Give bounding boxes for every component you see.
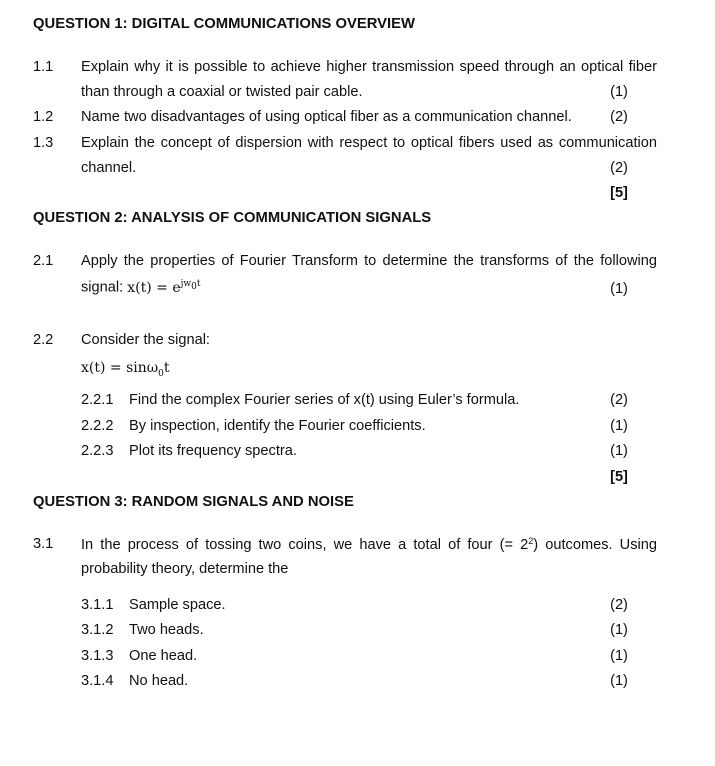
marks: (1) <box>610 648 628 664</box>
question-2-heading: QUESTION 2: ANALYSIS OF COMMUNICATION SIGNALS <box>33 210 432 226</box>
subitem-text: Plot its frequency spectra. <box>129 443 297 459</box>
section-total: [5] <box>610 469 628 485</box>
subitem-number: 2.2.2 <box>81 418 114 434</box>
item-text: Name two disadvantages of using optical fiber as a communication channel. <box>81 109 572 125</box>
question-3-heading: QUESTION 3: RANDOM SIGNALS AND NOISE <box>33 494 354 510</box>
signal-line <box>81 279 200 296</box>
subitem-number: 2.2.1 <box>81 392 114 408</box>
item-number: 1.3 <box>33 135 54 151</box>
question-1-heading: QUESTION 1: DIGITAL COMMUNICATIONS OVERVIEW <box>33 16 415 32</box>
item-text-continued: channel. <box>81 160 137 176</box>
marks: (1) <box>610 622 628 638</box>
marks: (2) <box>610 597 628 613</box>
item-number: 2.2 <box>33 332 54 348</box>
item-number: 2.1 <box>33 253 54 269</box>
item-text: Consider the signal: <box>81 332 210 348</box>
marks: (1) <box>610 418 628 434</box>
signal-equation: x(t) = sinω$_0$t <box>81 360 170 379</box>
subitem-number: 2.2.3 <box>81 443 114 459</box>
subitem-text: No head. <box>129 673 189 689</box>
item-number: 1.1 <box>33 59 54 75</box>
marks: (1) <box>610 443 628 459</box>
marks: (1) <box>610 281 628 297</box>
item-number: 3.1 <box>33 536 54 552</box>
signal-label: signal: <box>81 279 124 296</box>
subitem-text: Sample space. <box>129 597 226 613</box>
item-text: Explain why it is possible to achieve higher transmission speed through an optical fiber <box>81 59 657 75</box>
signal-equation: $x(t) = e^{jw_0t}$ <box>127 279 201 296</box>
section-total: [5] <box>610 185 628 201</box>
subitem-text: Two heads. <box>129 622 204 638</box>
marks: (1) <box>610 84 628 100</box>
item-text: In the process of tossing two coins, we have a total of four (= $2^2$) outcomes. Using <box>81 536 657 553</box>
item-number: 1.2 <box>33 109 54 125</box>
marks: (2) <box>610 160 628 176</box>
subitem-text: By inspection, identify the Fourier coefficients. <box>129 418 426 434</box>
subitem-number: 3.1.3 <box>81 648 114 664</box>
subitem-text: One head. <box>129 648 198 664</box>
subitem-number: 3.1.2 <box>81 622 114 638</box>
marks: (1) <box>610 673 628 689</box>
item-text: Explain the concept of dispersion with respect to optical fibers used as communication <box>81 135 657 151</box>
subitem-number: 3.1.1 <box>81 597 114 613</box>
marks: (2) <box>610 392 628 408</box>
item-text-continued: probability theory, determine the <box>81 561 289 577</box>
item-text: Apply the properties of Fourier Transform to determine the transforms of the following <box>81 253 657 269</box>
subitem-text: Find the complex Fourier series of x(t) using Euler’s formula. <box>129 392 520 408</box>
marks: (2) <box>610 109 628 125</box>
item-text-continued: than through a coaxial or twisted pair cable. <box>81 84 363 100</box>
subitem-number: 3.1.4 <box>81 673 114 689</box>
